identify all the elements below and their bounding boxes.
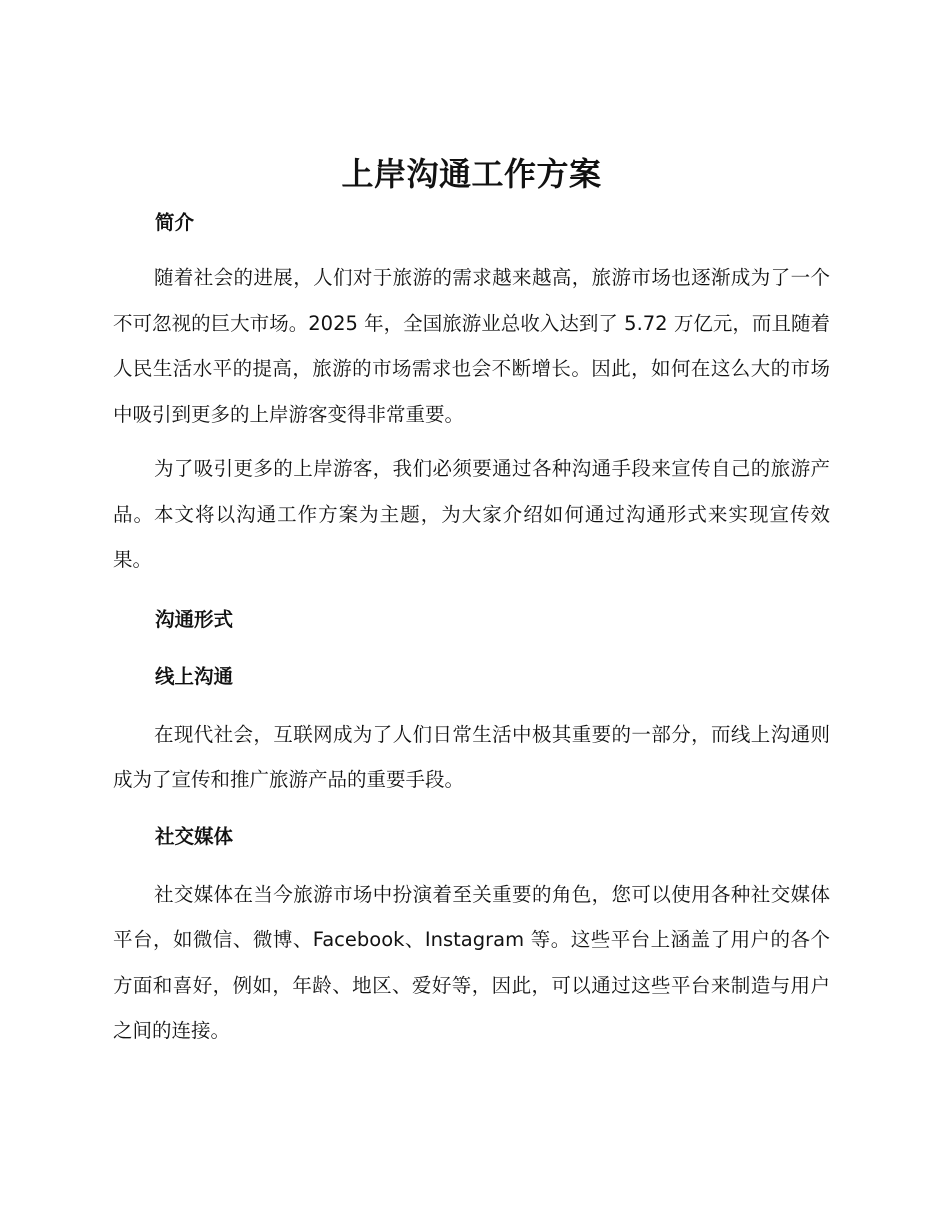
paragraph-online-communication: 在现代社会，互联网成为了人们日常生活中极其重要的一部分，而线上沟通则成为了宣传和推广旅游产品的重要手段。: [113, 722, 830, 791]
paragraph-social-media: 社交媒体在当今旅游市场中扮演着至关重要的角色，您可以使用各种社交媒体平台，如微信、微博、Facebook、Instagram 等。这些平台上涵盖了用户的各个方面和喜好，例如，年龄、地区、爱好等，因此，可以通过这些平台来制造与用户之间的连接。: [113, 882, 830, 1042]
heading-social-media: 社交媒体: [155, 824, 234, 848]
heading-intro: 简介: [155, 211, 195, 234]
paragraph-intro-2: 为了吸引更多的上岸游客，我们必须要通过各种沟通手段来宣传自己的旅游产品。本文将以沟通工作方案为主题，为大家介绍如何通过沟通形式来实现宣传效果。: [113, 457, 830, 571]
paragraph-intro-1: 随着社会的进展，人们对于旅游的需求越来越高，旅游市场也逐渐成为了一个不可忽视的巨大市场。2025 年，全国旅游业总收入达到了 5.72 万亿元，而且随着人民生活水平的提高，旅游的市场需求也会不断增长。因此，如何在这么大的市场中吸引到更多的上岸游客变得非常重要。: [113, 266, 830, 426]
document-title: 上岸沟通工作方案: [341, 155, 602, 193]
heading-communication-forms: 沟通形式: [155, 607, 234, 631]
heading-online-communication: 线上沟通: [155, 664, 234, 688]
document-body: [113, 150, 830, 1054]
